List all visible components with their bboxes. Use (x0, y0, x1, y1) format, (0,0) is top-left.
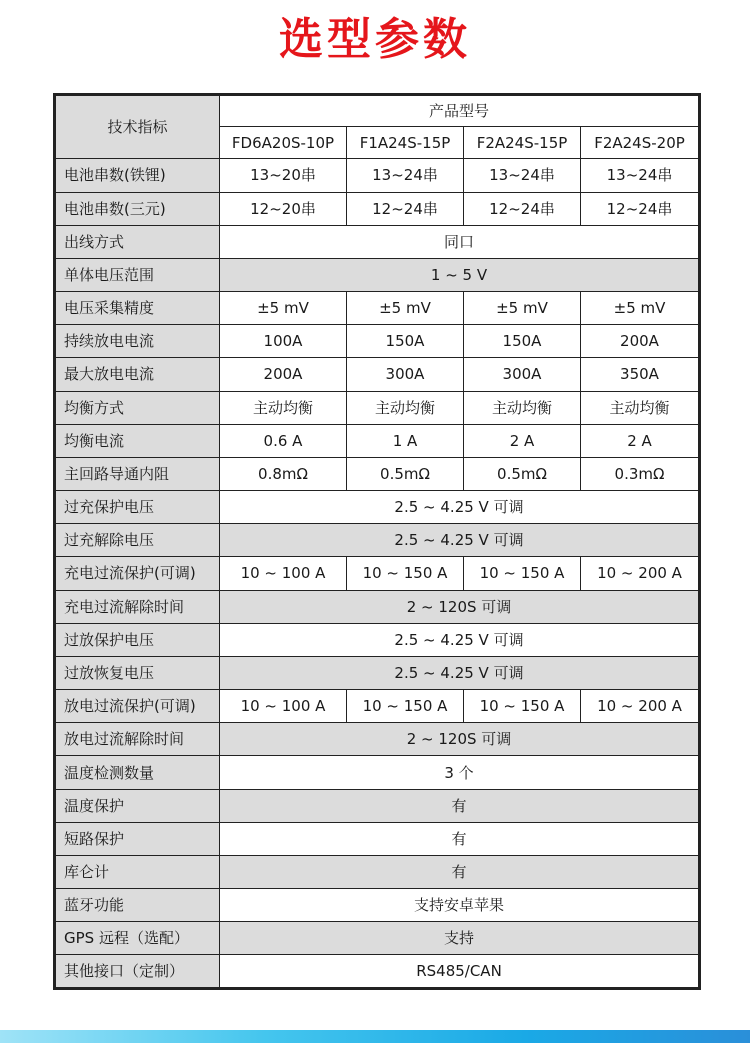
row-value-merged: 支持 (220, 922, 700, 955)
row-value-merged: 2 ~ 120S 可调 (220, 723, 700, 756)
table-row (55, 424, 700, 457)
row-label: 最大放电电流 (55, 358, 220, 391)
row-label: 过充保护电压 (55, 491, 220, 524)
table-row (55, 690, 700, 723)
row-value: 13~24串 (347, 159, 464, 192)
row-value-merged: 1 ~ 5 V (220, 258, 700, 291)
row-label: 电池串数(三元) (55, 192, 220, 225)
header-model: FD6A20S-10P (220, 127, 347, 159)
row-value-merged: 2.5 ~ 4.25 V 可调 (220, 524, 700, 557)
table-row (55, 822, 700, 855)
page-title: 选型参数 (279, 14, 471, 65)
row-value-merged: 有 (220, 822, 700, 855)
row-label: 库仑计 (55, 855, 220, 888)
row-label: 主回路导通内阻 (55, 457, 220, 490)
row-label: 均衡方式 (55, 391, 220, 424)
row-value: 12~24串 (581, 192, 700, 225)
row-value: 主动均衡 (581, 391, 700, 424)
row-value: 12~24串 (347, 192, 464, 225)
row-value: 13~24串 (581, 159, 700, 192)
row-value: 10 ~ 150 A (347, 690, 464, 723)
table-row (55, 723, 700, 756)
row-value: 12~20串 (220, 192, 347, 225)
row-label: 过放恢复电压 (55, 656, 220, 689)
header-corner: 技术指标 (55, 95, 220, 159)
header-model: F1A24S-15P (347, 127, 464, 159)
row-label: 过充解除电压 (55, 524, 220, 557)
row-value: ±5 mV (220, 292, 347, 325)
row-value: 150A (347, 325, 464, 358)
row-value: 0.6 A (220, 424, 347, 457)
row-label: 充电过流解除时间 (55, 590, 220, 623)
row-value: 10 ~ 150 A (464, 690, 581, 723)
row-value: 0.5mΩ (464, 457, 581, 490)
row-label: 温度保护 (55, 789, 220, 822)
row-value: 10 ~ 100 A (220, 690, 347, 723)
table-row (55, 656, 700, 689)
row-value: 13~20串 (220, 159, 347, 192)
row-value-merged: 支持安卓苹果 (220, 889, 700, 922)
row-label: 出线方式 (55, 225, 220, 258)
header-model: F2A24S-20P (581, 127, 700, 159)
row-label: 电池串数(铁锂) (55, 159, 220, 192)
table-row (55, 922, 700, 955)
row-value: 350A (581, 358, 700, 391)
table-row (55, 391, 700, 424)
row-value: ±5 mV (347, 292, 464, 325)
table-row (55, 457, 700, 490)
table-row (55, 292, 700, 325)
row-value: 1 A (347, 424, 464, 457)
row-value-merged: 3 个 (220, 756, 700, 789)
row-value: 10 ~ 200 A (581, 557, 700, 590)
row-value-merged: 有 (220, 789, 700, 822)
row-value: 主动均衡 (347, 391, 464, 424)
row-value: 10 ~ 150 A (347, 557, 464, 590)
table-row (55, 358, 700, 391)
table-row (55, 557, 700, 590)
table-row (55, 491, 700, 524)
row-value: 13~24串 (464, 159, 581, 192)
row-value: 10 ~ 100 A (220, 557, 347, 590)
row-value-merged: 有 (220, 855, 700, 888)
header-product-group: 产品型号 (220, 95, 700, 127)
row-value: 0.3mΩ (581, 457, 700, 490)
row-value: 0.5mΩ (347, 457, 464, 490)
table-row (55, 955, 700, 989)
spec-table (53, 93, 701, 990)
table-row (55, 258, 700, 291)
row-value: 100A (220, 325, 347, 358)
table-row (55, 225, 700, 258)
row-value: 10 ~ 200 A (581, 690, 700, 723)
table-row (55, 623, 700, 656)
table-row (55, 889, 700, 922)
row-value: 主动均衡 (464, 391, 581, 424)
table-row (55, 756, 700, 789)
row-label: GPS 远程（选配） (55, 922, 220, 955)
row-label: 单体电压范围 (55, 258, 220, 291)
row-label: 均衡电流 (55, 424, 220, 457)
row-label: 放电过流保护(可调) (55, 690, 220, 723)
row-value: ±5 mV (581, 292, 700, 325)
table-row (55, 192, 700, 225)
row-value-merged: RS485/CAN (220, 955, 700, 989)
table-row (55, 325, 700, 358)
row-value: 12~24串 (464, 192, 581, 225)
row-label: 充电过流保护(可调) (55, 557, 220, 590)
row-value: 0.8mΩ (220, 457, 347, 490)
row-value: 150A (464, 325, 581, 358)
row-value: ±5 mV (464, 292, 581, 325)
row-value-merged: 2.5 ~ 4.25 V 可调 (220, 491, 700, 524)
row-value: 2 A (581, 424, 700, 457)
row-label: 电压采集精度 (55, 292, 220, 325)
spec-table-body (55, 95, 700, 989)
row-value: 10 ~ 150 A (464, 557, 581, 590)
row-label: 短路保护 (55, 822, 220, 855)
row-value: 主动均衡 (220, 391, 347, 424)
row-value: 200A (220, 358, 347, 391)
row-label: 其他接口（定制） (55, 955, 220, 989)
row-label: 过放保护电压 (55, 623, 220, 656)
header-row-group (55, 95, 700, 127)
header-model: F2A24S-15P (464, 127, 581, 159)
row-value-merged: 2 ~ 120S 可调 (220, 590, 700, 623)
row-value: 2 A (464, 424, 581, 457)
table-row (55, 159, 700, 192)
row-value: 300A (347, 358, 464, 391)
row-label: 温度检测数量 (55, 756, 220, 789)
row-value-merged: 同口 (220, 225, 700, 258)
row-value-merged: 2.5 ~ 4.25 V 可调 (220, 656, 700, 689)
row-label: 蓝牙功能 (55, 889, 220, 922)
table-row (55, 590, 700, 623)
row-label: 放电过流解除时间 (55, 723, 220, 756)
table-row (55, 524, 700, 557)
table-row (55, 855, 700, 888)
row-label: 持续放电电流 (55, 325, 220, 358)
row-value: 200A (581, 325, 700, 358)
table-row (55, 789, 700, 822)
footer-gradient-bar (0, 1030, 750, 1043)
row-value: 300A (464, 358, 581, 391)
row-value-merged: 2.5 ~ 4.25 V 可调 (220, 623, 700, 656)
